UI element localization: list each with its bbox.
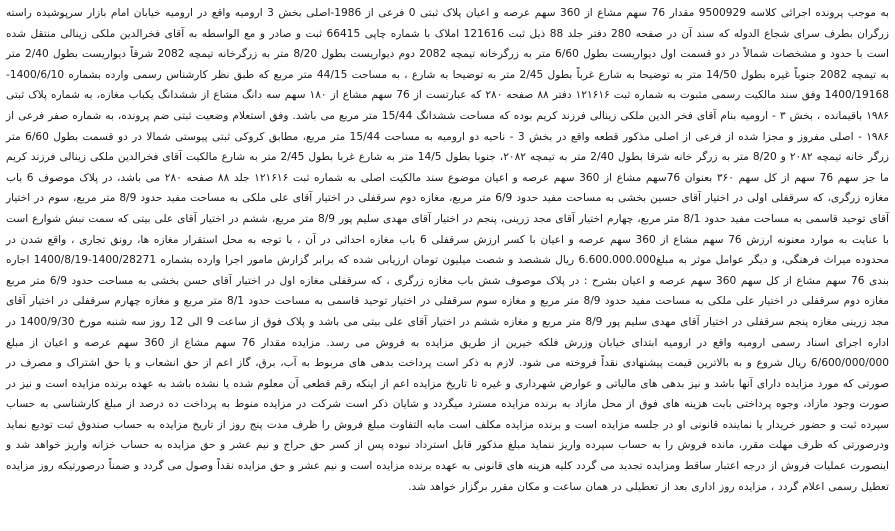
auction-notice-body: به موجب پرونده اجرائی کلاسه 9500929 مقدار 76 سهم مشاع از 360 سهم عرصه و اعیان پلاک ثبتی 0 فرعی از 1986-اصلی بخش 3 ارومیه واقع در ارومیه خیابان امام بازار سرپوشیده راسته زرگران بطرف سرای شجاع الدوله که سند آن در صفحه 280 دفتر جلد 88 ذیل ثبت 121616 املاک با شماره چاپی 66415 ثبت و صادر و مع الواسطه به آقای فخرالدین ملکی زینالی منتقل شده است با حدود و مشخصات شمالاً در دو قسمت اول دیواریست بطول 6/60 متر به زرگرخانه تیمچه 2082 دوم دیواریست بطول 8/20 متر به زرگرخانه تیمچه 2082 شرقاً دیواریست بطول 2/40 متر به تیمچه 2082 جنوباً غیره بطول 14/50 متر به توضیحا به شارع غرباً بطول 2/45 متر به توضیحا به شارع ، به مساحت 44/15 متر مربع که طبق نظر کارشناس رسمی وارده بشماره 1400/6/10-1400/19168 وفق سند مالکیت رسمی مثبوت به شماره ثبت ۱۲۱۶۱۶ دفتر ۸۸ صفحه ۲۸۰ که عبارتست از 76 سهم مشاع از ۱۸۰ سهم سه دانگ مشاع از ششدانگ یکباب مغازه، به شماره پلاک ثبتی ۱۹۸۶ باقیمانده ، بخش ۳ - ارومیه بنام آقای فخر الدین ملکی زینالی فرزند کریم بوده که مساحت ششدانگ 15/44 متر مربع می باشد. وفق استعلام وضعیت ثبتی ضم پرونده، به شماره صفر فرعی از ۱۹۸۶ - اصلی مفروز و مجزا شده از فرعی از اصلی مذکور قطعه واقع در بخش 3 - ناحیه دو ارومیه به مساحت 15/44 متر مربع، مطابق کروکی ثبتی پیوستی شمالا در دو قسمت بطول 6/60 متر زرگر خانه تیمچه ۲۰۸۲ و 8/20 متر به زرگر خانه شرقا بطول 2/40 متر به تیمچه ۲۰۸۲، جنوبا بطول 14/5 متر به شارع غربا بطول 2/45 متر به شارع مالکیت آقای فخرالدین ملکی زینالی فرزند کریم ما جز سهم 76 سهم از کل سهم ۳۶۰ بعنوان 76سهم مشاع از 360 سهم عرصه و اعیان موضوع سند مالکیت اصلی به شماره ثبت ۱۲۱۶۱۶ جلد ۸۸ صفحه ۲۸۰ می باشد، در پلاک موصوف 6 باب مغازه زرگری، که سرقفلی اولی در اختیار آقای حسین بخشی به مساحت مفید حدود 6/9 متر مربع، مغازه دوم سرقفلی در اختیار آقای علی ملکی به مساحت مفید حدود 8/9 متر مربع، سوم در اختیار آقای توحید قاسمی به مساحت مفید حدود 8/1 متر مربع، چهارم اختیار آقای مجد زرینی، پنجم در اختیار آقای مهدی سلیم پور 8/9 متر مربع، ششم در اختیار آقای علی بیتی که سمت نبش شوارع است با عنایت به موارد معنونه ارزش 76 سهم مشاع از 360 سهم عرصه و اعیان با کسر ارزش سرقفلی 6 باب مغازه احداثی در آن ، با توجه به محل استقرار مغازه ها، رونق تجاری ، واقع شدن در محدوده میراث فرهنگی، و دیگر عوامل موثر به مبلغ6.600.000.000 ریال ششصد و شصت میلیون تومان ارزیابی شده که برابر گزارش مامور اجرا وارده بشماره 1400/28271-1400/8/19 اجاره بندی 76 سهم مشاع از کل سهم 360 سهم عرصه و اعیان بشرح : در پلاک موصوف شش باب مغازه زرگری ، که سرقفلی مغازه اول در اختیار آقای حسن بخشی به مساحت حدود 6/9 متر مربع مغازه دوم سرقفلی در اختیار علی ملکی به مساحت مفید حدود 8/9 متر مربع و مغازه سوم سرقفلی در اختیار توحید قاسمی به مساحت حدود 8/1 متر مربع و مغازه چهارم سرقفلی در اختیار آقای مجد زرینی مغازه پنجم سرقفلی در اختیار آقای مهدی سلیم پور 8/9 متر مربع و مغازه ششم در اختیار آقای علی بیتی می باشد و پلاک فوق از ساعت 9 الی 12 روز سه شنبه مورخ 1400/9/30 در اداره اجرای اسناد رسمی ارومیه واقع در ارومیه ابتدای خیابان وزرش فلکه خیرین از طریق مزایده به فروش می رسد. مزایده مقدار 76 سهم مشاع از 360 سهم عرصه و اعیان از مبلغ 6/600/000/000 ریال شروع و به بالاترین قیمت پیشنهادی نقداً فروخته می شود. لازم به ذکر است پرداخت بدهی های مربوط به آب، برق، گاز اعم از حق انشعاب و یا حق اشتراک و مصرف در صورتی که مورد مزایده دارای آنها باشد و نیز بدهی های مالیاتی و عوارض شهرداری و غیره تا تاریخ مزایده اعم از اینکه رقم قطعی آن معلوم شده یا نشده باشد به عهده برنده مزایده است و نیز در صورت وجود مازاد، وجوه پرداختی بابت هزینه های فوق از محل مازاد به برنده مزایده مسترد میگردد و شایان ذکر است شرکت در مزایده منوط به پرداخت ده درصد از مبلغ کارشناسی به حساب سپرده ثبت و حضور خریدار یا نماینده قانونی او در جلسه مزایده است و برنده مزایده مکلف است مابه التفاوت مبلغ فروش را ظرف مدت پنج روز از تاریخ مزایده به حساب صندوق ثبت تودیع نماید ودرصورتی که ظرف مهلت مقرر، مانده فروش را به حساب سپرده واریز ننماید مبلغ مذکور قابل استرداد نبوده پس از کسر حق حراج و نیم عشر و حق مزایده به حساب خزانه واریز خواهد شد و اینصورت عملیات فروش از درجه اعتبار ساقط ومزایده تجدید می گردد کلیه هزینه های قانونی به عهده برنده مزایده است و نیم عشر و حق مزایده نقداً وصول می گردد و ضمناً درصورتیکه روز مزایده تعطیل رسمی اعلام گردد ، مزایده روز اداری بعد از تعطیلی در همان ساعت و مکان مقرر برگزار خواهد شد. — [6, 7, 890, 493]
auction-notice — [6, 3, 889, 497]
